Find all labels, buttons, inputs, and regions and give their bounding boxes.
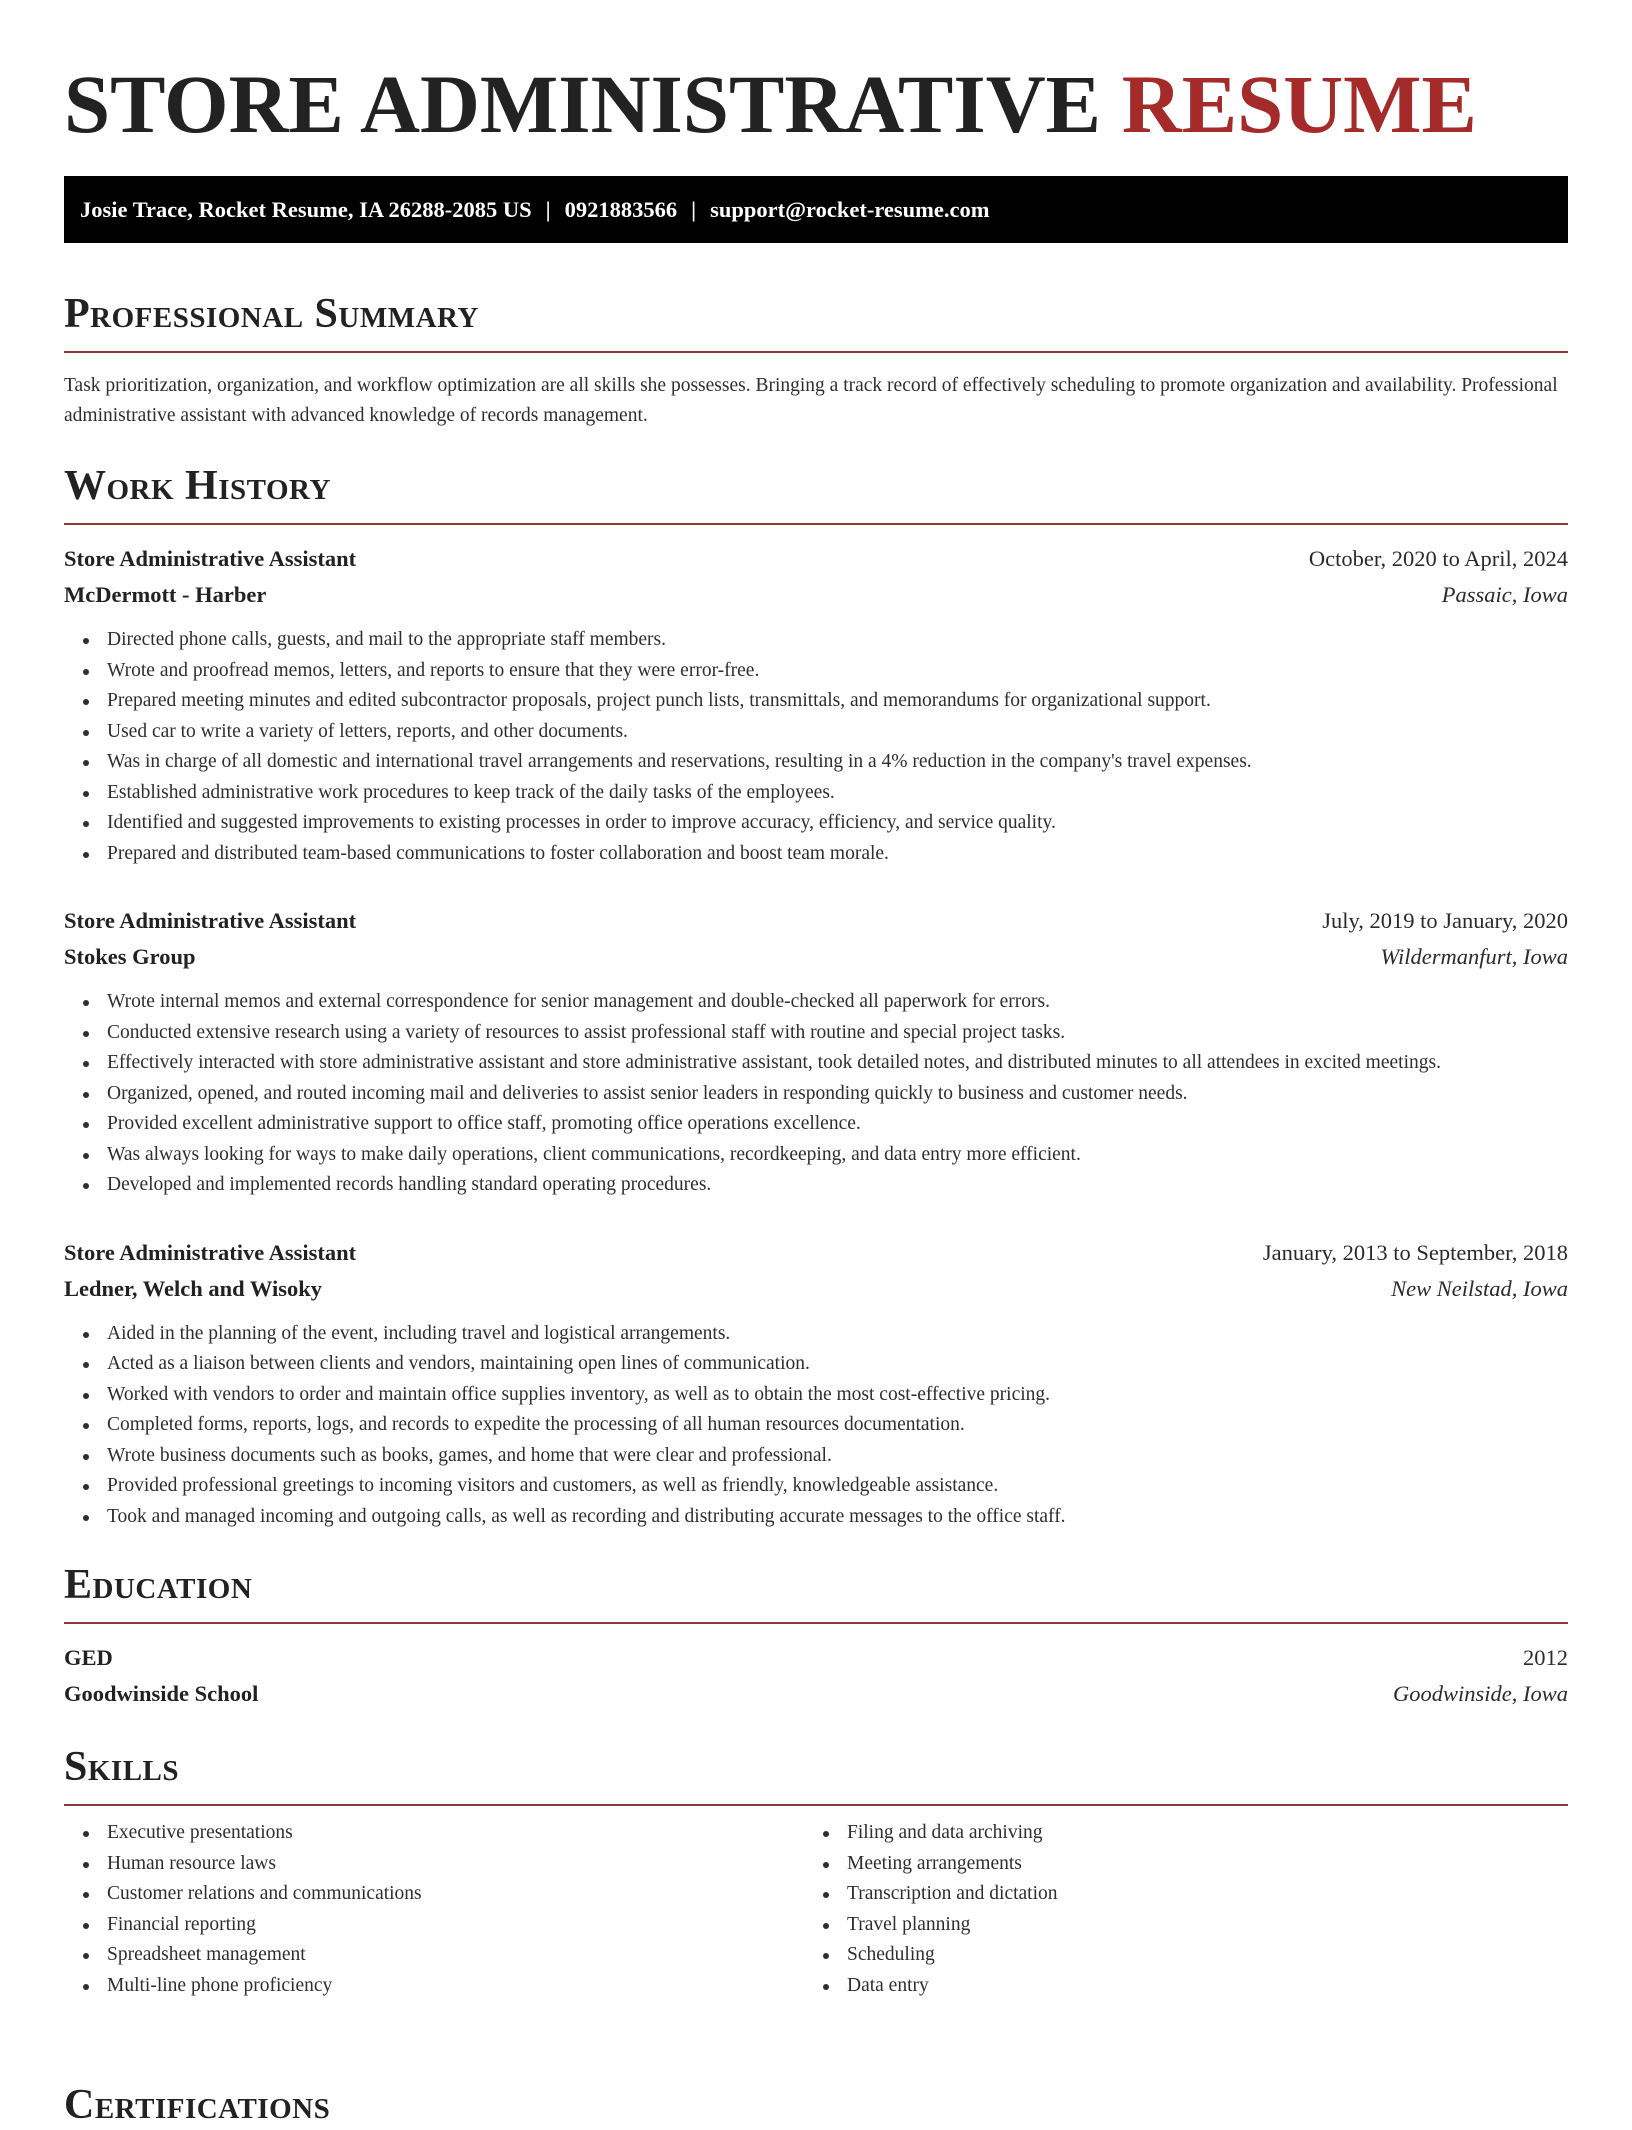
section-divider xyxy=(64,1622,1568,1624)
contact-separator: | xyxy=(691,197,697,222)
education-heading: Education xyxy=(64,1562,253,1608)
section-divider xyxy=(64,1804,1568,1806)
job-location: New Neilstad, Iowa xyxy=(1391,1275,1568,1301)
list-item: Data entry xyxy=(847,1971,1544,2002)
work-history-section xyxy=(64,461,1568,1532)
list-item: Established administrative work procedures to keep track of the daily tasks of the employees. xyxy=(107,778,1568,809)
skills-list-right xyxy=(804,1818,1544,2001)
job-title: Store Administrative Assistant xyxy=(64,908,357,933)
job-entry xyxy=(64,1235,1568,1533)
list-item: Aided in the planning of the event, including travel and logistical arrangements. xyxy=(107,1319,1568,1350)
contact-address: Josie Trace, Rocket Resume, IA 26288-2085 US xyxy=(80,197,532,222)
skills-list-left xyxy=(64,1818,804,2001)
list-item: Effectively interacted with store administrative assistant and store administrative assistant, took detailed notes, and distributed minutes to all attendees in excited meetings. xyxy=(107,1048,1568,1079)
list-item: Provided excellent administrative support to office staff, promoting office operations excellence. xyxy=(107,1109,1568,1140)
job-entry xyxy=(64,903,1568,1201)
list-item: Identified and suggested improvements to existing processes in order to improve accuracy, efficiency, and service quality. xyxy=(107,808,1568,839)
list-item: Developed and implemented records handling standard operating procedures. xyxy=(107,1170,1568,1201)
list-item: Scheduling xyxy=(847,1940,1544,1971)
job-company: Stokes Group xyxy=(64,944,196,969)
list-item: Conducted extensive research using a variety of resources to assist professional staff with routine and special project tasks. xyxy=(107,1018,1568,1049)
job-title: Store Administrative Assistant xyxy=(64,1239,357,1265)
job-dates: January, 2013 to September, 2018 xyxy=(1262,1239,1568,1265)
job-entry xyxy=(64,541,1568,869)
job-bullets xyxy=(64,1319,1568,1533)
job-dates: October, 2020 to April, 2024 xyxy=(1308,546,1568,571)
resume-title-main: STORE ADMINISTRATIVE xyxy=(64,58,1102,150)
list-item: Provided professional greetings to incoming visitors and customers, as well as friendly, knowledgeable assistance. xyxy=(107,1471,1568,1502)
list-item: Acted as a liaison between clients and vendors, maintaining open lines of communication. xyxy=(107,1349,1568,1380)
list-item: Organized, opened, and routed incoming mail and deliveries to assist senior leaders in responding quickly to business and customer needs. xyxy=(107,1079,1568,1110)
job-bullets xyxy=(64,987,1568,1201)
skills-heading: Skills xyxy=(64,1744,180,1790)
contact-separator: | xyxy=(545,197,551,222)
list-item: Completed forms, reports, logs, and records to expedite the processing of all human resources documentation. xyxy=(107,1410,1568,1441)
list-item: Prepared meeting minutes and edited subcontractor proposals, project punch lists, transmittals, and memorandums for organizational support. xyxy=(107,686,1568,717)
list-item: Filing and data archiving xyxy=(847,1818,1544,1849)
list-item: Was always looking for ways to make daily operations, client communications, recordkeeping, and data entry more efficient. xyxy=(107,1140,1568,1171)
list-item: Took and managed incoming and outgoing calls, as well as recording and distributing accurate messages to the office staff. xyxy=(107,1502,1568,1533)
resume-title xyxy=(64,0,1568,152)
skills-grid xyxy=(64,1818,1568,2001)
list-item: Human resource laws xyxy=(107,1849,804,1880)
job-company: McDermott - Harber xyxy=(64,582,267,607)
education-section xyxy=(64,1560,1568,1712)
contact-email[interactable]: support@rocket-resume.com xyxy=(710,197,990,222)
list-item: Customer relations and communications xyxy=(107,1879,804,1910)
job-location: Wildermanfurt, Iowa xyxy=(1380,944,1568,969)
list-item: Prepared and distributed team-based communications to foster collaboration and boost team morale. xyxy=(107,839,1568,870)
summary-heading: Professional Summary xyxy=(64,291,479,337)
contact-bar xyxy=(64,176,1568,243)
skills-section xyxy=(64,1742,1568,2001)
list-item: Directed phone calls, guests, and mail to the appropriate staff members. xyxy=(107,625,1568,656)
list-item: Was in charge of all domestic and international travel arrangements and reservations, resulting in a 4% reduction in the company's travel expenses. xyxy=(107,747,1568,778)
education-location: Goodwinside, Iowa xyxy=(1392,1681,1568,1706)
education-degree: GED xyxy=(64,1645,113,1670)
summary-section xyxy=(64,289,1568,431)
list-item: Wrote and proofread memos, letters, and reports to ensure that they were error-free. xyxy=(107,656,1568,687)
list-item: Wrote business documents such as books, games, and home that were clear and professional. xyxy=(107,1441,1568,1472)
list-item: Executive presentations xyxy=(107,1818,804,1849)
education-year: 2012 xyxy=(1523,1645,1568,1670)
resume-page xyxy=(64,0,1568,2001)
work-history-heading: Work History xyxy=(64,463,331,509)
list-item: Wrote internal memos and external correspondence for senior management and double-checked all paperwork for errors. xyxy=(107,987,1568,1018)
skills-column-right xyxy=(804,1818,1544,2001)
section-divider xyxy=(64,351,1568,353)
job-dates: July, 2019 to January, 2020 xyxy=(1322,908,1568,933)
skills-column-left xyxy=(64,1818,804,2001)
list-item: Used car to write a variety of letters, reports, and other documents. xyxy=(107,717,1568,748)
list-item: Financial reporting xyxy=(107,1910,804,1941)
resume-title-accent: RESUME xyxy=(1121,58,1477,150)
list-item: Spreadsheet management xyxy=(107,1940,804,1971)
list-item: Multi-line phone proficiency xyxy=(107,1971,804,2002)
list-item: Meeting arrangements xyxy=(847,1849,1544,1880)
education-school: Goodwinside School xyxy=(64,1681,259,1706)
list-item: Travel planning xyxy=(847,1910,1544,1941)
job-location: Passaic, Iowa xyxy=(1441,582,1568,607)
list-item: Transcription and dictation xyxy=(847,1879,1544,1910)
certifications-heading: Certifications xyxy=(64,2082,331,2128)
job-company: Ledner, Welch and Wisoky xyxy=(64,1275,323,1301)
contact-phone: 0921883566 xyxy=(564,197,678,222)
job-title: Store Administrative Assistant xyxy=(64,546,357,571)
job-bullets xyxy=(64,625,1568,869)
list-item: Worked with vendors to order and maintain office supplies inventory, as well as to obtain the most cost-effective pricing. xyxy=(107,1380,1568,1411)
summary-text: Task prioritization, organization, and workflow optimization are all skills she possesses. Bringing a track record of effectively scheduling to promote organization and availability. Professional administrative assistant with advanced knowledge of records management. xyxy=(64,375,1558,426)
section-divider xyxy=(64,523,1568,525)
